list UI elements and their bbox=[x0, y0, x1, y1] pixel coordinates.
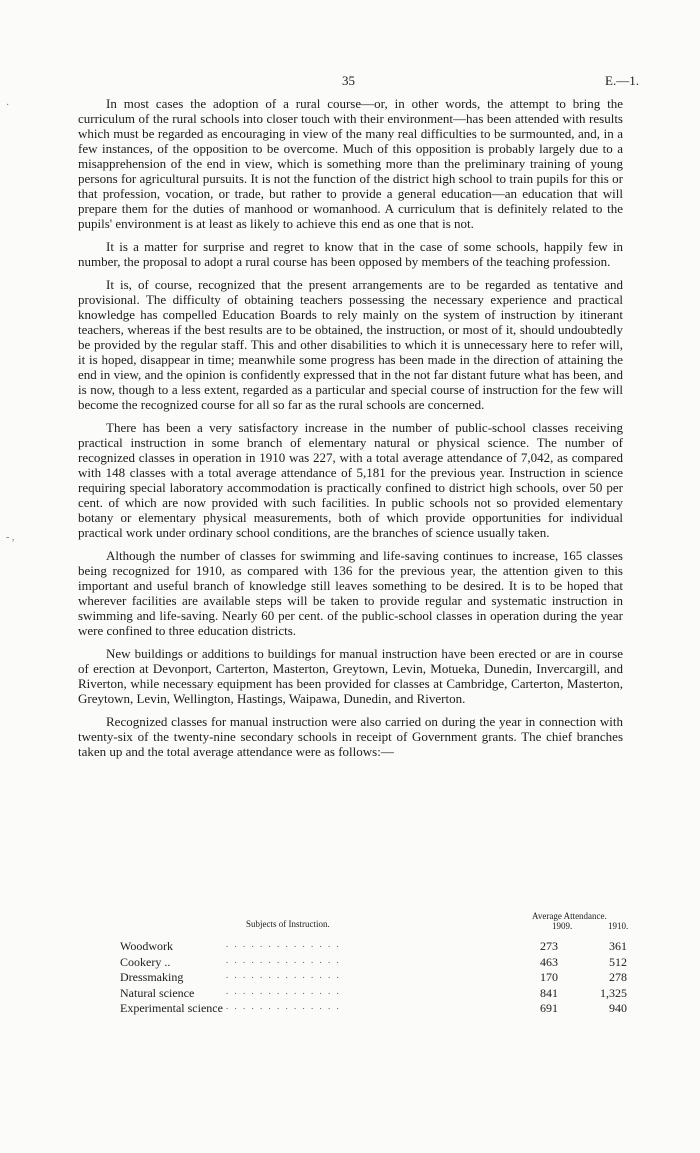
attendance-header: Average Attendance. bbox=[532, 911, 607, 921]
paragraph-swimming: Although the number of classes for swimming and life-saving continues to increase, 165 classes being recognized for 1910, as compared with 136 for the previous year, the attention given to this important and useful branch of knowledge still leaves something to be desired. It is to be hoped that wherever facilities are available steps will be taken to provide regular and systematic instruction in swimming and life-saving. Nearly 60 per cent. of the public-school classes in operation during the year were confined to three education districts. bbox=[78, 548, 623, 638]
row-subject: Woodwork bbox=[120, 939, 177, 954]
attendance-table bbox=[78, 911, 629, 1017]
row-value-1909: 273 bbox=[540, 939, 558, 953]
row-value-1910: 940 bbox=[609, 1001, 627, 1015]
paragraph-science: There has been a very satisfactory increase in the number of public-school classes receiving practical instruction in some branch of elementary natural or physical science. The number of recognized classes in operation in 1910 was 227, with a total average attendance of 7,042, as compared with 148 classes with a total average attendance of 5,181 for the previous year. Instruction in science requiring special laboratory accommodation is practically confined to district high schools, over 50 per cent. of which are now provided with such facilities. In public schools not so provided elementary botany or elementary physical measurements, both of which provide opportunities for individual practical work under ordinary school conditions, are the branches of science usually taken. bbox=[78, 420, 623, 540]
paragraph-manual-classes: Recognized classes for manual instruction were also carried on during the year in connection with twenty-six of the twenty-nine secondary schools in receipt of Government grants. The chief branches taken up and the total average attendance were as follows:— bbox=[78, 714, 623, 759]
paragraph-rural-course: In most cases the adoption of a rural course—or, in other words, the attempt to bring the curriculum of the rural schools into closer touch with their environment—has been attended with results which must be regarded as encouraging in view of the many real difficulties to be surmounted, and, in a few instances, of the opposition to be overcome. Much of this opposition is probably largely due to a misapprehension of the end in view, which is something more than the preliminary training of young persons for agricultural pursuits. It is not the function of the district high school to train pupils for this or that profession, vocation, or trade, but rather to provide a general education—an education that will prepare them for the duties of manhood or womanhood. A curriculum that is definitely related to the pupils' environment is at least as likely to achieve this end as one that is not. bbox=[78, 96, 623, 231]
page-number: 35 bbox=[342, 73, 355, 88]
table-row bbox=[78, 970, 627, 986]
row-subject: Natural science bbox=[120, 986, 198, 1001]
row-value-1909: 841 bbox=[540, 985, 558, 1000]
margin-mark-top: · bbox=[6, 100, 10, 111]
subjects-header: Subjects of Instruction. bbox=[246, 919, 330, 929]
table-row bbox=[78, 985, 627, 1002]
leader-dots: . . . . . . . . . . . . . . bbox=[226, 1001, 341, 1011]
leader-dots: . . . . . . . . . . . . . . bbox=[226, 939, 341, 949]
table-row bbox=[78, 1001, 627, 1017]
row-value-1909: 691 bbox=[540, 1001, 558, 1015]
table-row bbox=[78, 939, 627, 955]
leader-dots: . . . . . . . . . . . . . . bbox=[226, 985, 341, 996]
year-1910-header: 1910. bbox=[608, 921, 629, 931]
table-row bbox=[78, 954, 627, 971]
margin-mark-middle: ‑ , bbox=[6, 532, 15, 543]
paragraph-opposition: It is a matter for surprise and regret to know that in the case of some schools, happily few in number, the proposal to adopt a rural course has been opposed by members of the teaching profession. bbox=[78, 239, 623, 269]
leader-dots: . . . . . . . . . . . . . . bbox=[226, 970, 341, 980]
row-value-1909: 170 bbox=[540, 970, 558, 984]
row-value-1909: 463 bbox=[540, 954, 558, 969]
paragraph-arrangements: It is, of course, recognized that the present arrangements are to be regarded as tentative and provisional. The difficulty of obtaining teachers possessing the necessary experience and practical knowledge has compelled Education Boards to rely mainly on the system of instruction by itinerant teachers, whereas if the best results are to be obtained, the instruction, or most of it, should undoubtedly be provided by the regular staff. This and other disabilities to which it is unnecessary here to refer will, it is hoped, disappear in time; meanwhile some progress has been made in the direction of attaining the end in view, and the opinion is confidently expressed that in the not far distant future what has been, and is now, though to a less extent, regarded as a particular and special course of instruction for the few will become the recognized course for all so far as the rural schools are concerned. bbox=[78, 277, 623, 412]
paragraph-buildings: New buildings or additions to buildings for manual instruction have been erected or are in course of erection at Devonport, Carterton, Masterton, Greytown, Levin, Motueka, Dunedin, Invercargill, and Riverton, while necessary equipment has been provided for classes at Cambridge, Carterton, Masterton, Greytown, Levin, Wellington, Hastings, Waipawa, Dunedin, and Riverton. bbox=[78, 646, 623, 706]
year-1909-header: 1909. bbox=[552, 921, 573, 931]
page-code: E.—1. bbox=[605, 73, 639, 88]
row-value-1910: 361 bbox=[609, 939, 627, 953]
body-text bbox=[78, 96, 623, 767]
table-header bbox=[78, 911, 629, 939]
row-subject: Cookery .. bbox=[120, 955, 174, 970]
row-subject: Dressmaking bbox=[120, 970, 187, 985]
leader-dots: . . . . . . . . . . . . . . bbox=[226, 954, 341, 965]
row-subject: Experimental science bbox=[120, 1001, 227, 1016]
row-value-1910: 512 bbox=[609, 954, 627, 969]
row-value-1910: 278 bbox=[609, 970, 627, 984]
row-value-1910: 1,325 bbox=[600, 985, 627, 1000]
